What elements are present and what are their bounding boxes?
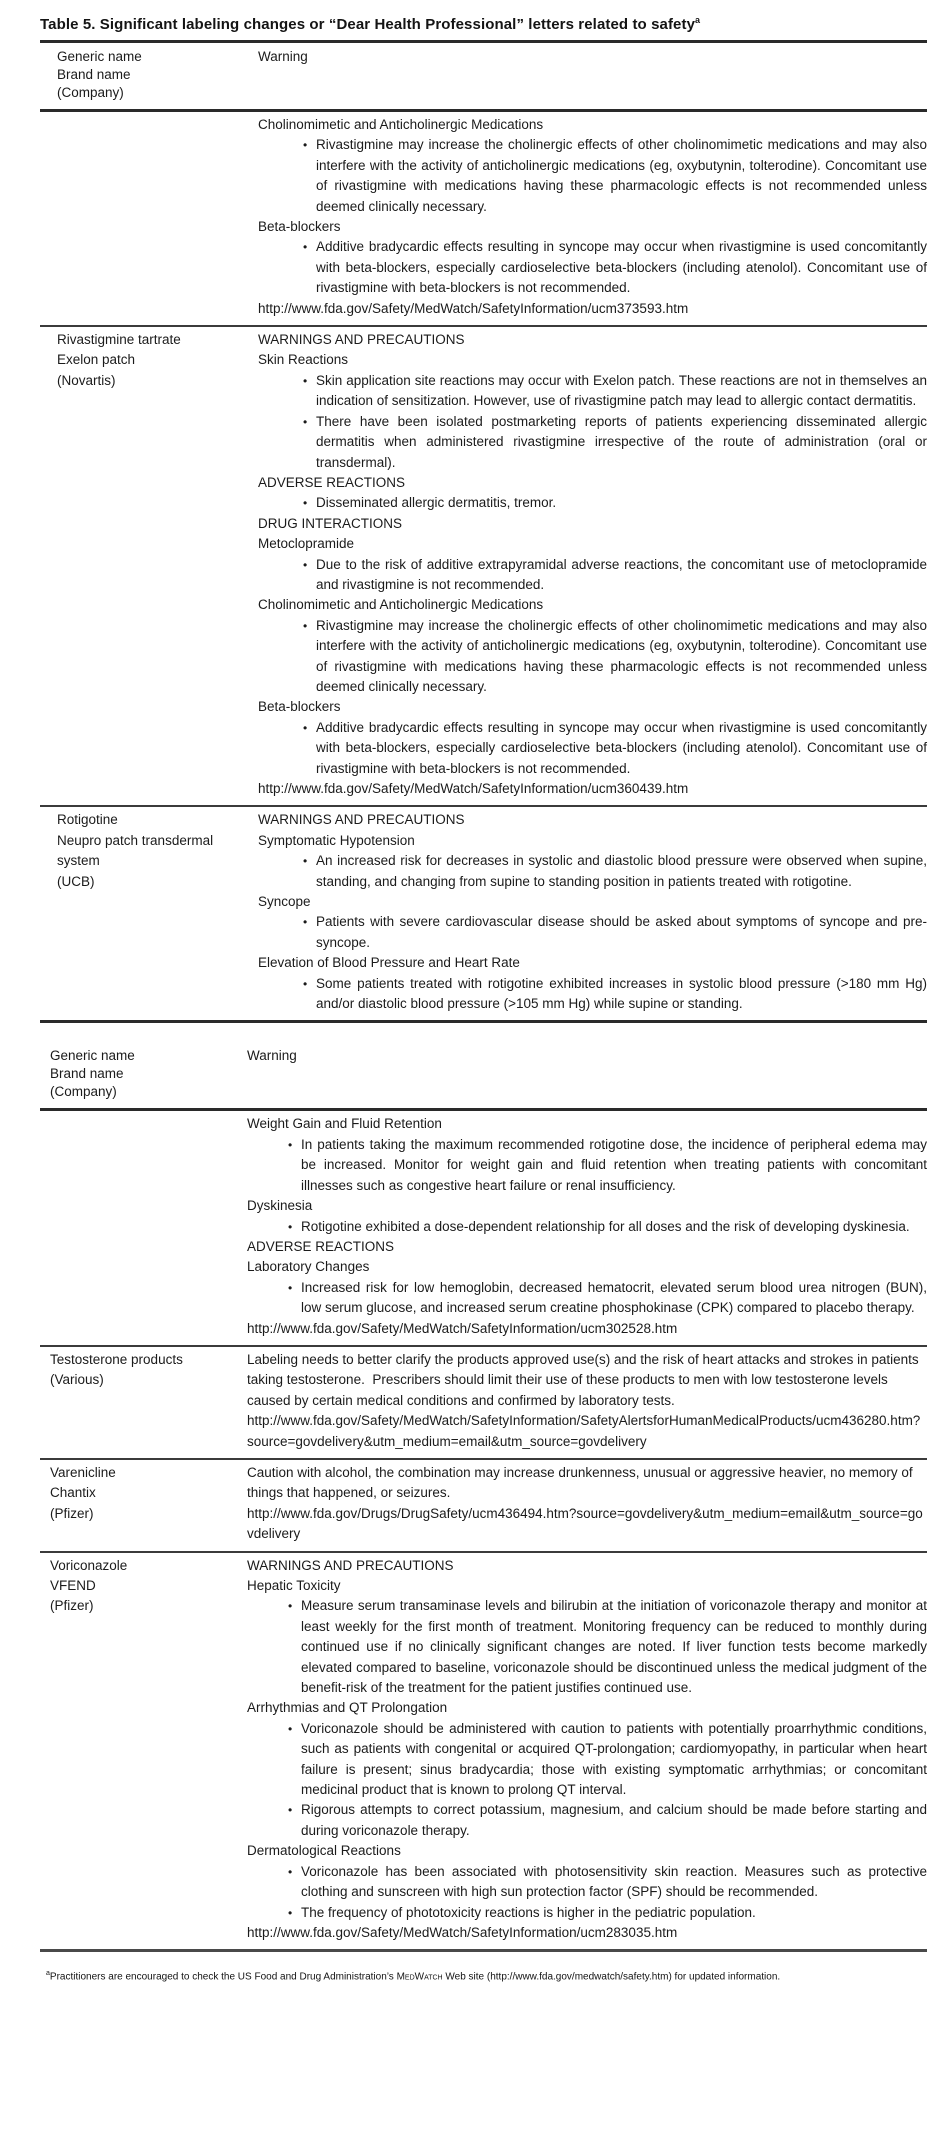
warning-cell	[247, 1463, 927, 1545]
warning-bullet-text: Voriconazole should be administered with caution to patients with potentially proarrhythmic conditions, such as patients with congenital or acquired QT-prolongation; cardiomyopathy, in particular when heart failure is present; sinus bradycardia; those with existing symptomatic arrhythmias; or concomitant medicinal product that is known to prolong QT interval.	[301, 1720, 927, 1798]
warning-bullet-text: Due to the risk of additive extrapyramidal adverse reactions, the concomitant use of metoclopramide and rivastigmine is not recommended.	[316, 556, 927, 592]
warning-bullet	[258, 718, 927, 779]
warning-bullet-text: The frequency of phototoxicity reactions is higher in the pediatric population.	[301, 1904, 756, 1920]
warning-bullet	[258, 493, 927, 513]
column-header-warning	[258, 48, 927, 102]
warning-bullet-text: Rivastigmine may increase the cholinergic effects of other cholinomimetic medications and may also interfere with the activity of anticholinergic medications (eg, oxybutynin, tolterodine). Concomitant use of rivastigmine with medications having these pharmacologic effects is not recommended unless deemed clinically necessary.	[316, 137, 927, 214]
drug-name-cell	[40, 1556, 247, 1944]
warning-bullet-text: An increased risk for decreases in systolic and diastolic blood pressure were observed when supine, standing, and changing from supine to standing position in patients treated with rotigotine.	[316, 853, 927, 889]
drug-name-cell	[40, 330, 258, 799]
warning-bullet	[247, 1719, 927, 1801]
warning-bullet	[258, 616, 927, 698]
bullet-icon: •	[303, 618, 308, 633]
bullet-icon: •	[288, 1803, 293, 1818]
drug-name-line: Exelon patch	[57, 352, 136, 368]
warning-cell	[247, 1114, 927, 1338]
column-header-left-line: Generic name	[50, 1048, 135, 1064]
table	[40, 40, 927, 1952]
warning-bullet-text: Some patients treated with rotigotine exhibited increases in systolic blood pressure (>180 mm Hg) and/or diastolic blood pressure (>105 mm Hg) while supine or standing.	[316, 975, 927, 1012]
column-header-left-line: (Company)	[57, 85, 124, 100]
column-header-warning-label: Warning	[258, 49, 308, 64]
warning-bullet	[247, 1800, 927, 1841]
bullet-icon: •	[303, 414, 308, 429]
warning-bullet	[247, 1135, 927, 1196]
warning-heading: Dermatological Reactions	[247, 1843, 401, 1859]
bullet-icon: •	[288, 1137, 293, 1152]
drug-name-line: Rotigotine	[57, 812, 118, 828]
warning-bullet-text: Increased risk for low hemoglobin, decreased hematocrit, elevated serum blood urea nitrogen (BUN), low serum glucose, and increased serum creatine phosphokinase (CPK) compared to placebo therapy.	[301, 1279, 927, 1316]
table-title	[40, 13, 927, 40]
warning-bullet	[258, 412, 927, 473]
column-header-left-line: (Company)	[50, 1084, 117, 1100]
warning-bullet-text: Rivastigmine may increase the cholinergic effects of other cholinomimetic medications and may also interfere with the activity of anticholinergic medications (eg, oxybutynin, tolterodine). Concomitant use of rivastigmine with medications having these pharmacologic effects is not recommended unless deemed clinically necessary.	[316, 617, 927, 694]
drug-name-line: (Novartis)	[57, 372, 116, 388]
warning-heading: Dyskinesia	[247, 1198, 313, 1214]
bullet-icon: •	[288, 1721, 293, 1736]
warning-heading: Laboratory Changes	[247, 1259, 370, 1275]
bullet-icon: •	[303, 976, 308, 991]
warning-bullet-text: Measure serum transaminase levels and bilirubin at the initiation of voriconazole therapy and monitor at least weekly for the first month of treatment. Monitoring frequency can be reduced to monthly during continued use if no clinically significant changes are noted. If liver function tests become markedly elevated compared to baseline, voriconazole should be discontinued unless the medical judgment of the benefit-risk of the treatment for the patient justifies continued use.	[301, 1598, 927, 1696]
table-part	[40, 43, 927, 1023]
warning-url: http://www.fda.gov/Safety/MedWatch/SafetyInformation/ucm373593.htm	[258, 300, 689, 316]
warning-bullet-text: Rigorous attempts to correct potassium, magnesium, and calcium should be made before starting and during voriconazole therapy.	[301, 1802, 927, 1838]
table-title-footnote-marker: a	[695, 15, 701, 25]
bullet-icon: •	[303, 557, 308, 572]
drug-name-line: (Pfizer)	[50, 1598, 94, 1614]
drug-name-cell	[40, 1114, 247, 1338]
drug-name-cell	[40, 115, 258, 319]
drug-name-line: Rivastigmine tartrate	[57, 332, 181, 348]
warning-bullet	[247, 1596, 927, 1698]
warning-heading: Weight Gain and Fluid Retention	[247, 1116, 442, 1132]
warning-heading: DRUG INTERACTIONS	[258, 515, 403, 531]
warning-heading: WARNINGS AND PRECAUTIONS	[258, 332, 465, 348]
warning-url: http://www.fda.gov/Safety/MedWatch/SafetyInformation/ucm283035.htm	[247, 1924, 678, 1940]
drug-name-line: Varenicline	[50, 1464, 116, 1480]
bullet-icon: •	[303, 373, 308, 388]
bullet-icon: •	[303, 720, 308, 735]
drug-name-line: VFEND	[50, 1578, 96, 1593]
warning-bullet-text: Skin application site reactions may occur with Exelon patch. These reactions are not in themselves an indication of sensitization. However, use of rivastigmine patch may lead to allergic contact dermatitis.	[316, 372, 927, 409]
drug-name-line: Chantix	[50, 1485, 96, 1501]
table-title-text: Table 5. Significant labeling changes or “Dear Health Professional” letters related to safety	[40, 16, 696, 33]
column-header-warning-label: Warning	[247, 1048, 297, 1064]
table-row	[40, 112, 927, 325]
table-row	[40, 1111, 927, 1344]
warning-bullet	[247, 1278, 927, 1319]
warning-heading: Beta-blockers	[258, 699, 341, 715]
drug-name-cell	[40, 1350, 247, 1452]
warning-cell	[258, 115, 927, 319]
warning-heading: Syncope	[258, 894, 311, 910]
drug-name-cell	[40, 810, 258, 1014]
warning-bullet	[247, 1217, 927, 1237]
warning-bullet	[258, 555, 927, 596]
warning-url: http://www.fda.gov/Safety/MedWatch/SafetyInformation/ucm360439.htm	[258, 781, 689, 796]
footnote-text-before: Practitioners are encouraged to check the US Food and Drug Administration’s	[49, 1971, 397, 1983]
table-row	[40, 325, 927, 805]
warning-heading: WARNINGS AND PRECAUTIONS	[258, 812, 465, 828]
warning-bullet	[258, 912, 927, 953]
column-header-row	[40, 43, 927, 112]
table-row	[40, 805, 927, 1020]
warning-heading: Beta-blockers	[258, 219, 341, 235]
warning-bullet	[247, 1862, 927, 1903]
bullet-icon: •	[303, 915, 308, 930]
warning-heading: Cholinomimetic and Anticholinergic Medications	[258, 597, 544, 613]
warning-heading: Symptomatic Hypotension	[258, 832, 415, 848]
footnote-medwatch-smallcaps: MedWatch	[396, 1971, 443, 1983]
footnote-marker: a	[46, 1970, 50, 1978]
bullet-icon: •	[288, 1280, 293, 1295]
column-header-warning	[247, 1047, 927, 1101]
warning-bullet	[258, 237, 927, 298]
drug-name-line: (Various)	[50, 1372, 104, 1388]
table-part	[40, 1023, 927, 1952]
footnote	[40, 1952, 927, 1983]
warning-bullet-text: In patients taking the maximum recommended rotigotine dose, the incidence of peripheral edema may be increased. Monitor for weight gain and fluid retention when treating patients with concomitant illnesses such as congestive heart failure or renal insufficiency.	[301, 1136, 927, 1193]
warning-heading: WARNINGS AND PRECAUTIONS	[247, 1557, 454, 1573]
warning-url: http://www.fda.gov/Safety/MedWatch/SafetyInformation/SafetyAlertsforHumanMedicalProducts/ucm436280.htm?source=govdelivery&utm_medium=email&utm_source=govdelivery	[247, 1413, 921, 1449]
warning-cell	[258, 810, 927, 1014]
warning-bullet	[258, 851, 927, 892]
drug-name-line: Neupro patch transdermal system	[57, 832, 214, 869]
warning-bullet-text: Disseminated allergic dermatitis, tremor.	[316, 495, 557, 511]
warning-paragraph: Caution with alcohol, the combination may increase drunkenness, unusual or aggressive heavier, no memory of things that happened, or seizures.	[247, 1464, 917, 1501]
bullet-icon: •	[288, 1905, 293, 1920]
column-header-left	[40, 1047, 247, 1101]
warning-cell	[247, 1556, 927, 1944]
table-body	[40, 43, 927, 1952]
footnote-text-after: Web site (http://www.fda.gov/medwatch/safety.htm) for updated information.	[442, 1971, 781, 1983]
warning-paragraph: Labeling needs to better clarify the products approved use(s) and the risk of heart attacks and strokes in patients taking testosterone. Prescribers should limit their use of these products to men with low testosterone levels caused by certain medical conditions and confirmed by laboratory tests.	[247, 1351, 923, 1408]
table-row	[40, 1458, 927, 1551]
warning-url: http://www.fda.gov/Drugs/DrugSafety/ucm436494.htm?source=govdelivery&utm_medium=email&utm_source=govdelivery	[247, 1505, 923, 1542]
warning-heading: Metoclopramide	[258, 536, 355, 552]
warning-bullet-text: Patients with severe cardiovascular disease should be asked about symptoms of syncope and pre-syncope.	[316, 914, 927, 950]
bullet-icon: •	[288, 1599, 293, 1614]
warning-bullet	[258, 135, 927, 217]
warning-bullet-text: Additive bradycardic effects resulting in syncope may occur when rivastigmine is used concomitantly with beta-blockers, especially cardioselective beta-blockers (including atenolol). Concomitant use of rivastigmine with beta-blockers is not recommended.	[316, 719, 927, 776]
warning-bullet	[258, 371, 927, 412]
table-row	[40, 1345, 927, 1458]
bullet-icon: •	[303, 496, 308, 511]
drug-name-line: (UCB)	[57, 873, 95, 889]
warning-bullet-text: There have been isolated postmarketing reports of patients experiencing disseminated allergic dermatitis when administered rivastigmine irrespective of the route of administration (oral or transdermal).	[316, 413, 927, 470]
warning-heading: Cholinomimetic and Anticholinergic Medications	[258, 117, 544, 132]
bullet-icon: •	[288, 1219, 293, 1234]
warning-heading: Skin Reactions	[258, 352, 349, 368]
bullet-icon: •	[288, 1864, 293, 1879]
warning-bullet	[258, 974, 927, 1015]
drug-name-line: Testosterone products	[50, 1351, 183, 1367]
bullet-icon: •	[303, 854, 308, 869]
warning-heading: ADVERSE REACTIONS	[258, 474, 406, 490]
warning-heading: Arrhythmias and QT Prolongation	[247, 1700, 448, 1716]
warning-heading: Hepatic Toxicity	[247, 1578, 341, 1593]
warning-cell	[247, 1350, 927, 1452]
warning-bullet	[247, 1903, 927, 1923]
drug-name-line: (Pfizer)	[50, 1505, 94, 1521]
drug-name-line: Voriconazole	[50, 1557, 128, 1573]
warning-heading: ADVERSE REACTIONS	[247, 1238, 395, 1254]
table-row	[40, 1551, 927, 1950]
column-header-left	[40, 48, 258, 102]
column-header-left-line: Brand name	[50, 1066, 124, 1082]
bullet-icon: •	[303, 240, 308, 255]
column-header-left-line: Brand name	[57, 67, 131, 82]
warning-bullet-text: Additive bradycardic effects resulting in syncope may occur when rivastigmine is used concomitantly with beta-blockers, especially cardioselective beta-blockers (including atenolol). Concomitant use of rivastigmine with beta-blockers is not recommended.	[316, 239, 927, 296]
warning-bullet-text: Rotigotine exhibited a dose-dependent relationship for all doses and the risk of developing dyskinesia.	[301, 1218, 910, 1234]
warning-cell	[258, 330, 927, 799]
drug-name-cell	[40, 1463, 247, 1545]
warning-heading: Elevation of Blood Pressure and Heart Rate	[258, 955, 520, 971]
warning-url: http://www.fda.gov/Safety/MedWatch/SafetyInformation/ucm302528.htm	[247, 1320, 678, 1336]
column-header-left-line: Generic name	[57, 49, 142, 64]
warning-bullet-text: Voriconazole has been associated with photosensitivity skin reaction. Measures such as protective clothing and sunscreen with high sun protection factor (SPF) should be recommended.	[301, 1863, 927, 1900]
bullet-icon: •	[303, 138, 308, 153]
column-header-row	[40, 1023, 927, 1111]
